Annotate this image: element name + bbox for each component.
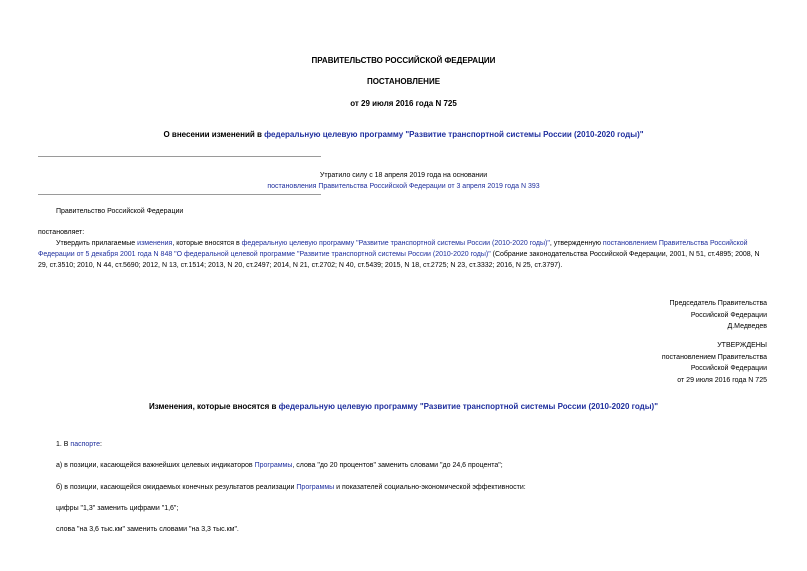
signature-block <box>670 298 767 333</box>
approved-line-4: от 29 июля 2016 года N 725 <box>677 376 767 384</box>
item-a-text-1: а) в позиции, касающейся важнейших целевых индикаторов <box>56 462 255 469</box>
changes-title-prefix: Изменения, которые вносятся в <box>148 402 279 411</box>
signature-line-3: Д.Медведев <box>727 323 767 330</box>
approved-line-1: УТВЕРЖДЕНЫ <box>717 342 767 349</box>
document-date: от 29 июля 2016 года N 725 <box>350 99 457 108</box>
item-1-text-1: 1. В <box>56 441 71 448</box>
item-b <box>56 484 526 491</box>
main-paragraph-text-2: , которые вносятся в <box>172 240 242 247</box>
government-heading: ПРАВИТЕЛЬСТВО РОССИЙСКОЙ ФЕДЕРАЦИИ <box>311 56 496 65</box>
changes-title <box>0 402 807 411</box>
main-paragraph-text-1: Утвердить прилагаемые <box>56 240 138 247</box>
change-words: слова "на 3,6 тыс.км" заменить словами "на 3,3 тыс.км". <box>56 526 239 533</box>
top-divider <box>38 156 321 157</box>
signature-line-1: Председатель Правительства <box>669 300 767 307</box>
title-program-link[interactable]: федеральную целевую программу "Развитие транспортной системы России (2010-2020 годы)" <box>264 130 644 139</box>
item-a-text-2: , слова "до 20 процентов" заменить словами "до 24,6 процента"; <box>292 462 503 469</box>
changes-link[interactable]: изменения <box>137 240 173 247</box>
item-a <box>56 462 503 469</box>
bottom-divider <box>38 194 321 195</box>
change-digits: цифры "1,3" заменить цифрами "1,6"; <box>56 505 179 512</box>
decree-848-link[interactable]: постановлением Правительства Российской Федерации от 5 декабря 2001 года N 848 "О федеральной целевой программе "Развитие транспортной системы России (2010-2020 годы)" <box>38 240 748 258</box>
changes-title-link[interactable]: федеральную целевую программу "Развитие транспортной системы России (2010-2020 годы)" <box>278 402 659 411</box>
main-paragraph <box>38 238 770 271</box>
repeal-decree-link[interactable]: постановления Правительства Российской Федерации от 3 апреля 2019 года N 393 <box>267 183 540 190</box>
title-prefix: О внесении изменений в <box>163 130 265 139</box>
program-link[interactable]: федеральную целевую программу "Развитие транспортной системы России (2010-2020 годы)" <box>241 240 550 247</box>
signature-line-2: Российской Федерации <box>690 311 767 319</box>
decrees-text: постановляет: <box>38 229 85 236</box>
main-paragraph-text-3: , утвержденную <box>549 240 603 247</box>
item-b-text-2: и показателей социально-экономической эффективности: <box>334 484 526 491</box>
program-link-b[interactable]: Программы <box>296 484 335 491</box>
main-paragraph-text-4: (Собрание законодательства Российской Федерации, 2001, N 51, ст.4895; 2008, N 29, ст.3510; 2010, N 44, ст.5690; 2012, N 13, ст.1514; 2013, N 20, ст.2497; 2014, N 21, ст.2702; N 40, ст.5439; 2015, N 18, ст.2725; N 23, ст.3332; 2016, N 25, ст.3797). <box>38 251 760 269</box>
passport-link[interactable]: паспорте <box>70 441 101 448</box>
item-1-text-2: : <box>100 441 102 448</box>
document-title <box>0 130 807 139</box>
approved-line-3: Российской Федерации <box>690 365 767 372</box>
document-type: ПОСТАНОВЛЕНИЕ <box>366 77 441 86</box>
item-1 <box>56 441 102 448</box>
repeal-status-text: Утратило силу с 18 апреля 2019 года на основании <box>319 172 488 179</box>
repeal-status <box>0 170 807 192</box>
government-text: Правительство Российской Федерации <box>56 208 184 215</box>
approved-line-2: постановлением Правительства <box>661 353 767 361</box>
approved-block <box>662 340 767 386</box>
item-b-text-1: б) в позиции, касающейся ожидаемых конечных результатов реализации <box>56 484 297 491</box>
program-link-a[interactable]: Программы <box>254 462 293 469</box>
